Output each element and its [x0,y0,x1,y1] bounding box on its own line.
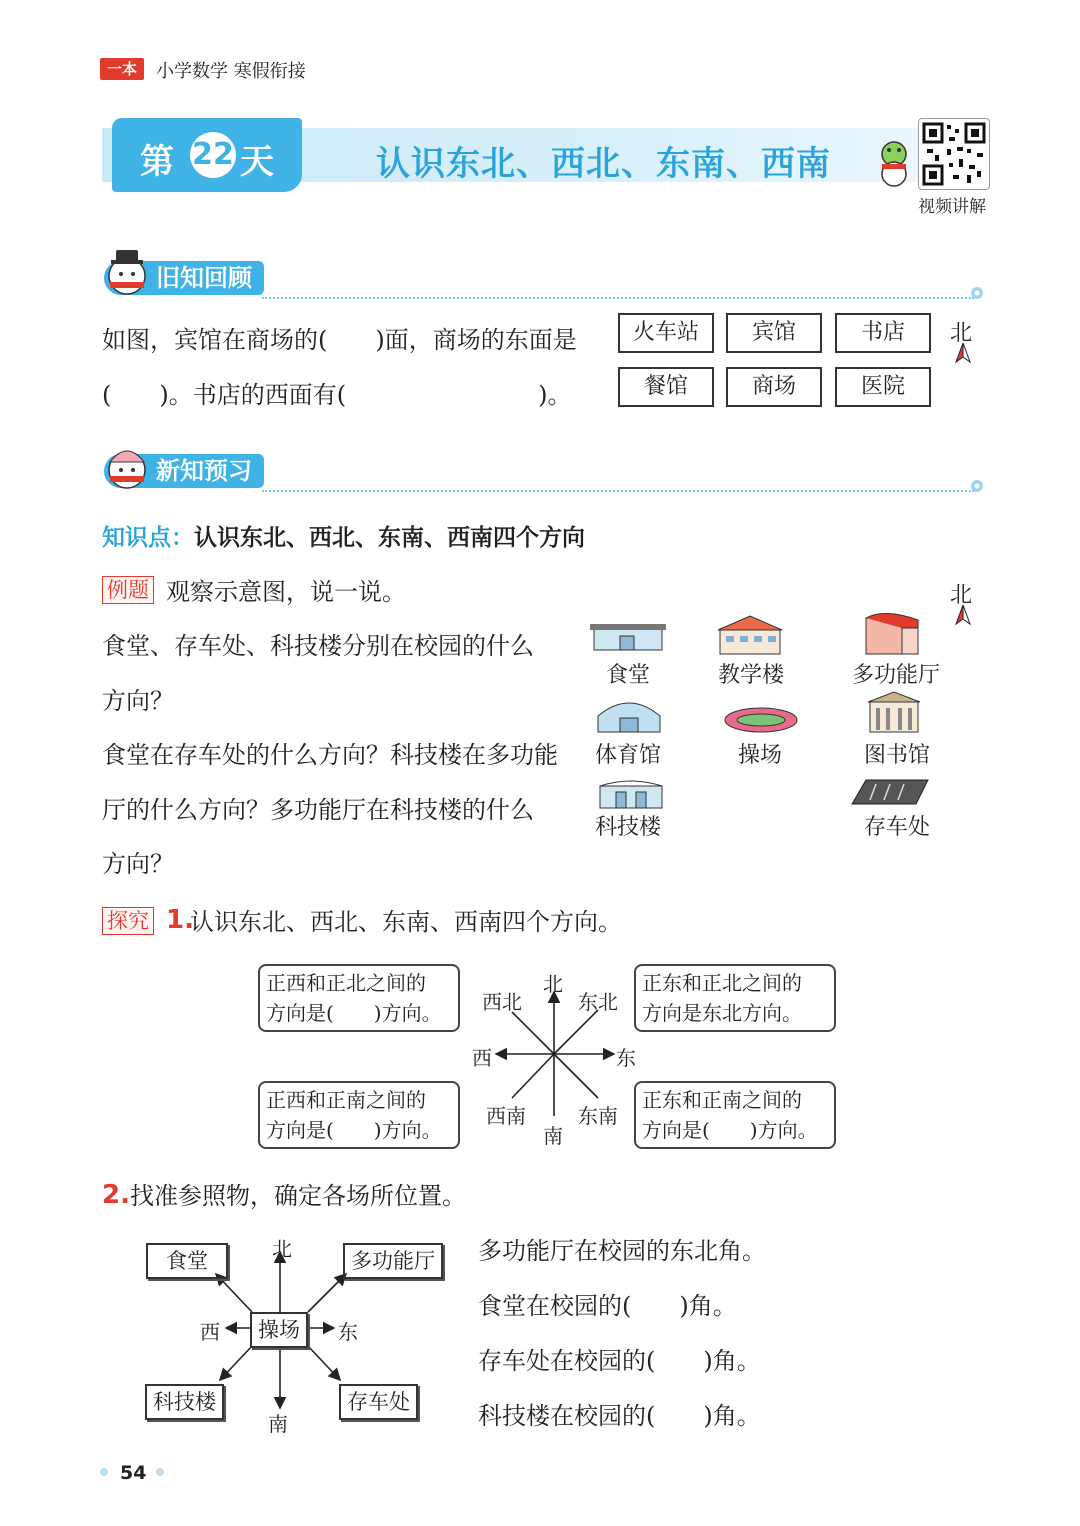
callout-northwest [258,964,460,1032]
knowledge-point-text: 认识东北、西北、东南、西南四个方向 [194,525,585,551]
dir-southeast: 东南 [578,1104,618,1128]
callout-southeast [634,1081,836,1149]
gymnasium-icon [594,696,664,734]
dir-northeast: 东北 [578,990,618,1014]
callout-line: 方向是( )方向。 [266,1001,442,1025]
book-title: 小学数学 寒假衔接 [156,61,306,82]
qr-label: 视频讲解 [918,197,986,217]
answer-line: 食堂在校园的( )角。 [478,1292,737,1320]
explore-item2-number: 2. [102,1180,130,1210]
map-dir-east: 东 [338,1320,358,1344]
multipurpose-hall-icon [860,610,922,656]
example-question-line: 食堂在存车处的什么方向？科技楼在多功能 [102,741,558,769]
brand-badge: 一本 [100,58,144,80]
explore-tag: 探究 [102,907,154,935]
qr-code[interactable] [918,118,990,190]
example-question-line: 方向？ [102,850,174,878]
map-cell-mall: 商场 [726,367,822,407]
map-cell-restaurant: 餐馆 [618,367,714,407]
callout-line: 正东和正南之间的 [642,1088,802,1112]
flower-icon [968,477,986,495]
explore-item1-text: 认识东北、西北、东南、西南四个方向。 [190,908,622,936]
example-question-line: 方向？ [102,687,174,715]
building-label-parking: 存车处 [863,815,930,840]
map-center-playground: 操场 [250,1312,308,1348]
snowman-mascot-icon [102,440,152,492]
dir-north: 北 [543,972,563,996]
section-label-review: 旧知回顾 [104,261,264,295]
day-suffix: 天 [240,142,274,182]
building-label-canteen: 食堂 [605,663,650,688]
map-cell-hotel: 宾馆 [726,313,822,353]
knowledge-point [102,519,585,552]
day-badge [112,118,302,192]
dir-southwest: 西南 [486,1104,526,1128]
callout-line: 方向是( )方向。 [642,1118,818,1142]
example-question-line: 食堂、存车处、科技楼分别在校园的什么 [102,632,534,660]
answer-line: 多功能厅在校园的东北角。 [478,1237,766,1265]
explore-item1-number: 1. [166,905,194,935]
building-label-library: 图书馆 [863,743,930,768]
map-dir-north: 北 [272,1237,292,1261]
qr-code-icon [919,119,989,189]
map-canteen: 食堂 [146,1243,228,1279]
snowman-mascot-icon [102,246,152,298]
example-question-line: 厅的什么方向？多功能厅在科技楼的什么 [102,796,534,824]
page-number: 54 [120,1462,147,1484]
callout-line: 正西和正北之间的 [266,971,426,995]
example-tag: 例题 [102,576,154,604]
map-dir-west: 西 [200,1320,220,1344]
section-divider [262,297,974,299]
example-intro: 观察示意图，说一说。 [166,578,406,606]
building-label-playground: 操场 [737,743,782,768]
section-divider [262,490,974,492]
dir-east: 东 [616,1046,636,1070]
north-arrow-icon [954,604,972,626]
explore-item2-text: 找准参照物，确定各场所位置。 [130,1182,466,1210]
callout-line: 方向是( )方向。 [266,1118,442,1142]
dir-west: 西 [472,1046,492,1070]
flower-icon [968,284,986,302]
north-label: 北 [950,583,973,608]
day-prefix: 第 [140,142,174,182]
callout-southwest [258,1081,460,1149]
north-arrow-icon [954,342,972,364]
map-dir-south: 南 [268,1412,288,1436]
lesson-title: 认识东北、西北、东南、西南 [376,144,831,184]
review-question-line1: 如图，宾馆在商场的( )面，商场的东面是 [102,326,577,354]
north-label: 北 [950,321,973,346]
map-cell-hospital: 医院 [835,367,931,407]
map-cell-train-station: 火车站 [618,313,714,353]
science-building-icon [596,776,666,810]
dir-south: 南 [543,1124,563,1148]
building-label-multipurpose-hall: 多功能厅 [851,663,940,688]
section-label-preview: 新知预习 [104,454,264,488]
building-label-science: 科技楼 [594,815,661,840]
callout-northeast [634,964,836,1032]
building-label-teaching: 教学楼 [717,663,784,688]
teaching-building-icon [712,614,788,656]
parking-lot-icon [846,774,932,810]
answer-line: 科技楼在校园的( )角。 [478,1402,761,1430]
page-dot-decoration [100,1468,108,1476]
dir-northwest: 西北 [482,990,522,1014]
callout-line: 正东和正北之间的 [642,971,802,995]
callout-line: 正西和正南之间的 [266,1088,426,1112]
building-label-gymnasium: 体育馆 [594,743,661,768]
callout-line: 方向是东北方向。 [642,1001,802,1025]
map-multipurpose-hall: 多功能厅 [343,1243,443,1279]
review-question-line2: ( )。书店的西面有( )。 [102,381,572,409]
library-icon [866,690,922,734]
day-number: 22 [190,132,236,178]
page-dot-decoration [156,1468,164,1476]
answer-line: 存车处在校园的( )角。 [478,1347,761,1375]
playground-icon [722,706,800,734]
canteen-building-icon [590,616,666,654]
frog-mascot-icon [872,138,916,188]
knowledge-point-label: 知识点： [102,525,194,551]
map-cell-bookstore: 书店 [835,313,931,353]
map-science-building: 科技楼 [145,1384,224,1420]
map-parking-lot: 存车处 [339,1384,418,1420]
